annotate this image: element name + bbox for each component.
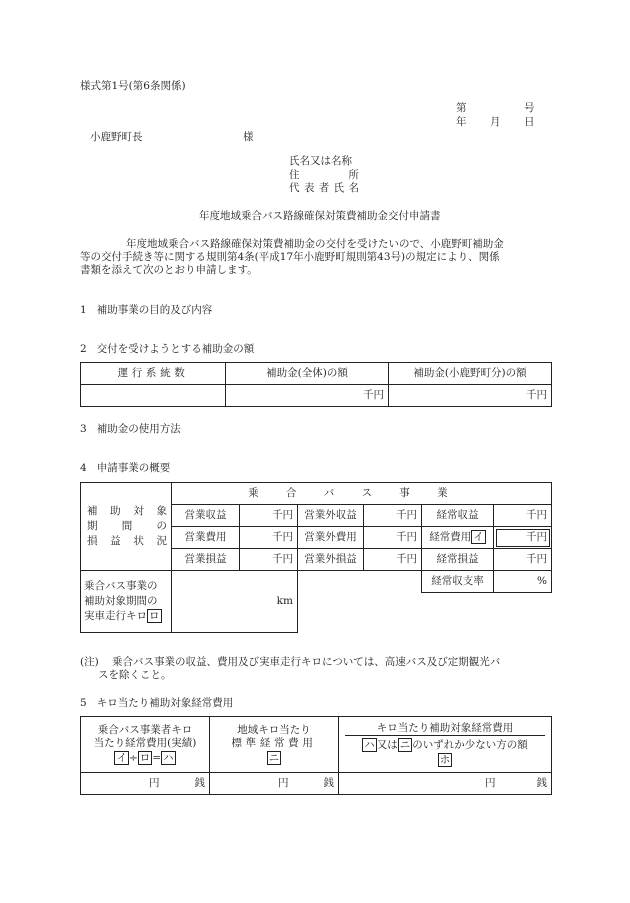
period-profit-header: 補助対象 期間の 損益状況 [81,483,172,571]
ordinary-expense-label: 経常費用 イ [422,527,494,549]
applicant-name-label: 氏名又は名称 [289,155,352,167]
subsidy-amount-table [80,362,552,407]
section-5-heading: 5 キロ当たり補助対象経常費用 [80,697,234,709]
date-day: 日 [524,116,535,128]
mark-ha-2: ハ [364,739,375,752]
ordinary-revenue-unit: 千円 [494,505,552,527]
intro-line-2: 等の交付手続き等に関する規則第4条(平成17年小鹿野町規則第43号)の規定により、関係 [80,251,500,263]
non-operating-revenue-label: 営業外収益 [298,505,364,527]
document-title: 年度地域乗合バス路線確保対策費補助金交付申請書 [199,210,441,222]
operating-revenue-unit: 千円 [240,505,298,527]
actual-cost-header: 乗合バス事業者キロ 当たり経常費用(実績) イ ÷ ロ = ハ [81,717,210,773]
recipient-name: 小鹿野町長 [90,131,143,143]
business-overview-table [80,482,552,633]
bus-business-header: 乗合バス事業 [172,483,552,505]
header-subsidy-town: 補助金(小鹿野町分)の額 [389,363,552,385]
ordinary-expense-unit: 千円 [494,527,552,549]
cost-per-km-table [80,716,552,795]
recipient-honorific: 様 [243,131,254,143]
non-operating-revenue-unit: 千円 [364,505,422,527]
note-label: (注) [80,656,99,668]
non-operating-expense-unit: 千円 [364,527,422,549]
doc-number-label: 第 [456,102,467,114]
mark-ho: ホ [439,753,451,766]
intro-line-1: 年度地域乗合バス路線確保対策費補助金の交付を受けたいので、小鹿野町補助金 [126,238,504,250]
ordinary-ratio-label: 経常収支率 [422,571,494,593]
mark-ro: ロ [149,610,160,623]
mark-i-2: イ [116,751,127,764]
ordinary-revenue-label: 経常収益 [422,505,494,527]
mark-ni: ニ [268,751,280,764]
mark-ni-2: ニ [399,739,411,752]
ordinary-profit-label: 経常損益 [422,549,494,571]
standard-cost-value: 円 銭 [210,773,339,795]
header-route-count: 運行系統数 [81,363,226,385]
note-line-1: 乗合バス事業の収益、費用及び実車走行キロについては、高速バス及び定期観光バ [112,656,501,668]
non-operating-profit-label: 営業外損益 [298,549,364,571]
doc-number-suffix: 号 [524,102,535,114]
operating-revenue-label: 営業収益 [172,505,240,527]
subsidy-total-unit: 千円 [226,385,389,407]
section-3-heading: 3 補助金の使用方法 [80,423,181,435]
route-count-value [81,385,226,407]
subsidy-town-unit: 千円 [389,385,552,407]
subsidy-cost-value: 円 銭 [339,773,552,795]
mileage-label: 乗合バス事業の 補助対象期間の 実車走行キロ ロ [81,571,172,633]
non-operating-profit-unit: 千円 [364,549,422,571]
operating-profit-unit: 千円 [240,549,298,571]
applicant-address-label: 住所 [289,169,359,181]
mark-ha: ハ [163,751,174,764]
ordinary-ratio-unit: % [494,571,552,593]
date-month: 月 [490,116,501,128]
operating-profit-label: 営業損益 [172,549,240,571]
intro-line-3: 書類を添えて次のとおり申請します。 [80,264,258,276]
section-4-heading: 4 申請事業の概要 [80,462,171,474]
section-1-heading: 1 補助事業の目的及び内容 [80,304,213,316]
mark-ro-2: ロ [139,751,151,764]
actual-cost-value: 円 銭 [81,773,210,795]
note-line-2: スを除くこと。 [98,669,172,681]
operating-expense-unit: 千円 [240,527,298,549]
operating-expense-label: 営業費用 [172,527,240,549]
subsidy-cost-header: キロ当たり補助対象経常費用 ハ 又は ニ のいずれか少ない方の額 ホ [339,717,552,773]
date-year: 年 [456,116,467,128]
form-number: 様式第1号(第6条関係) [80,80,186,92]
mark-i: イ [473,531,484,544]
ordinary-profit-unit: 千円 [494,549,552,571]
header-subsidy-total: 補助金(全体)の額 [226,363,389,385]
mileage-unit: km [172,571,298,633]
standard-cost-header: 地域キロ当たり 標準経常費用 ニ [210,717,339,773]
non-operating-expense-label: 営業外費用 [298,527,364,549]
applicant-rep-label: 代表者氏名 [289,182,359,194]
section-2-heading: 2 交付を受けようとする補助金の額 [80,343,255,355]
